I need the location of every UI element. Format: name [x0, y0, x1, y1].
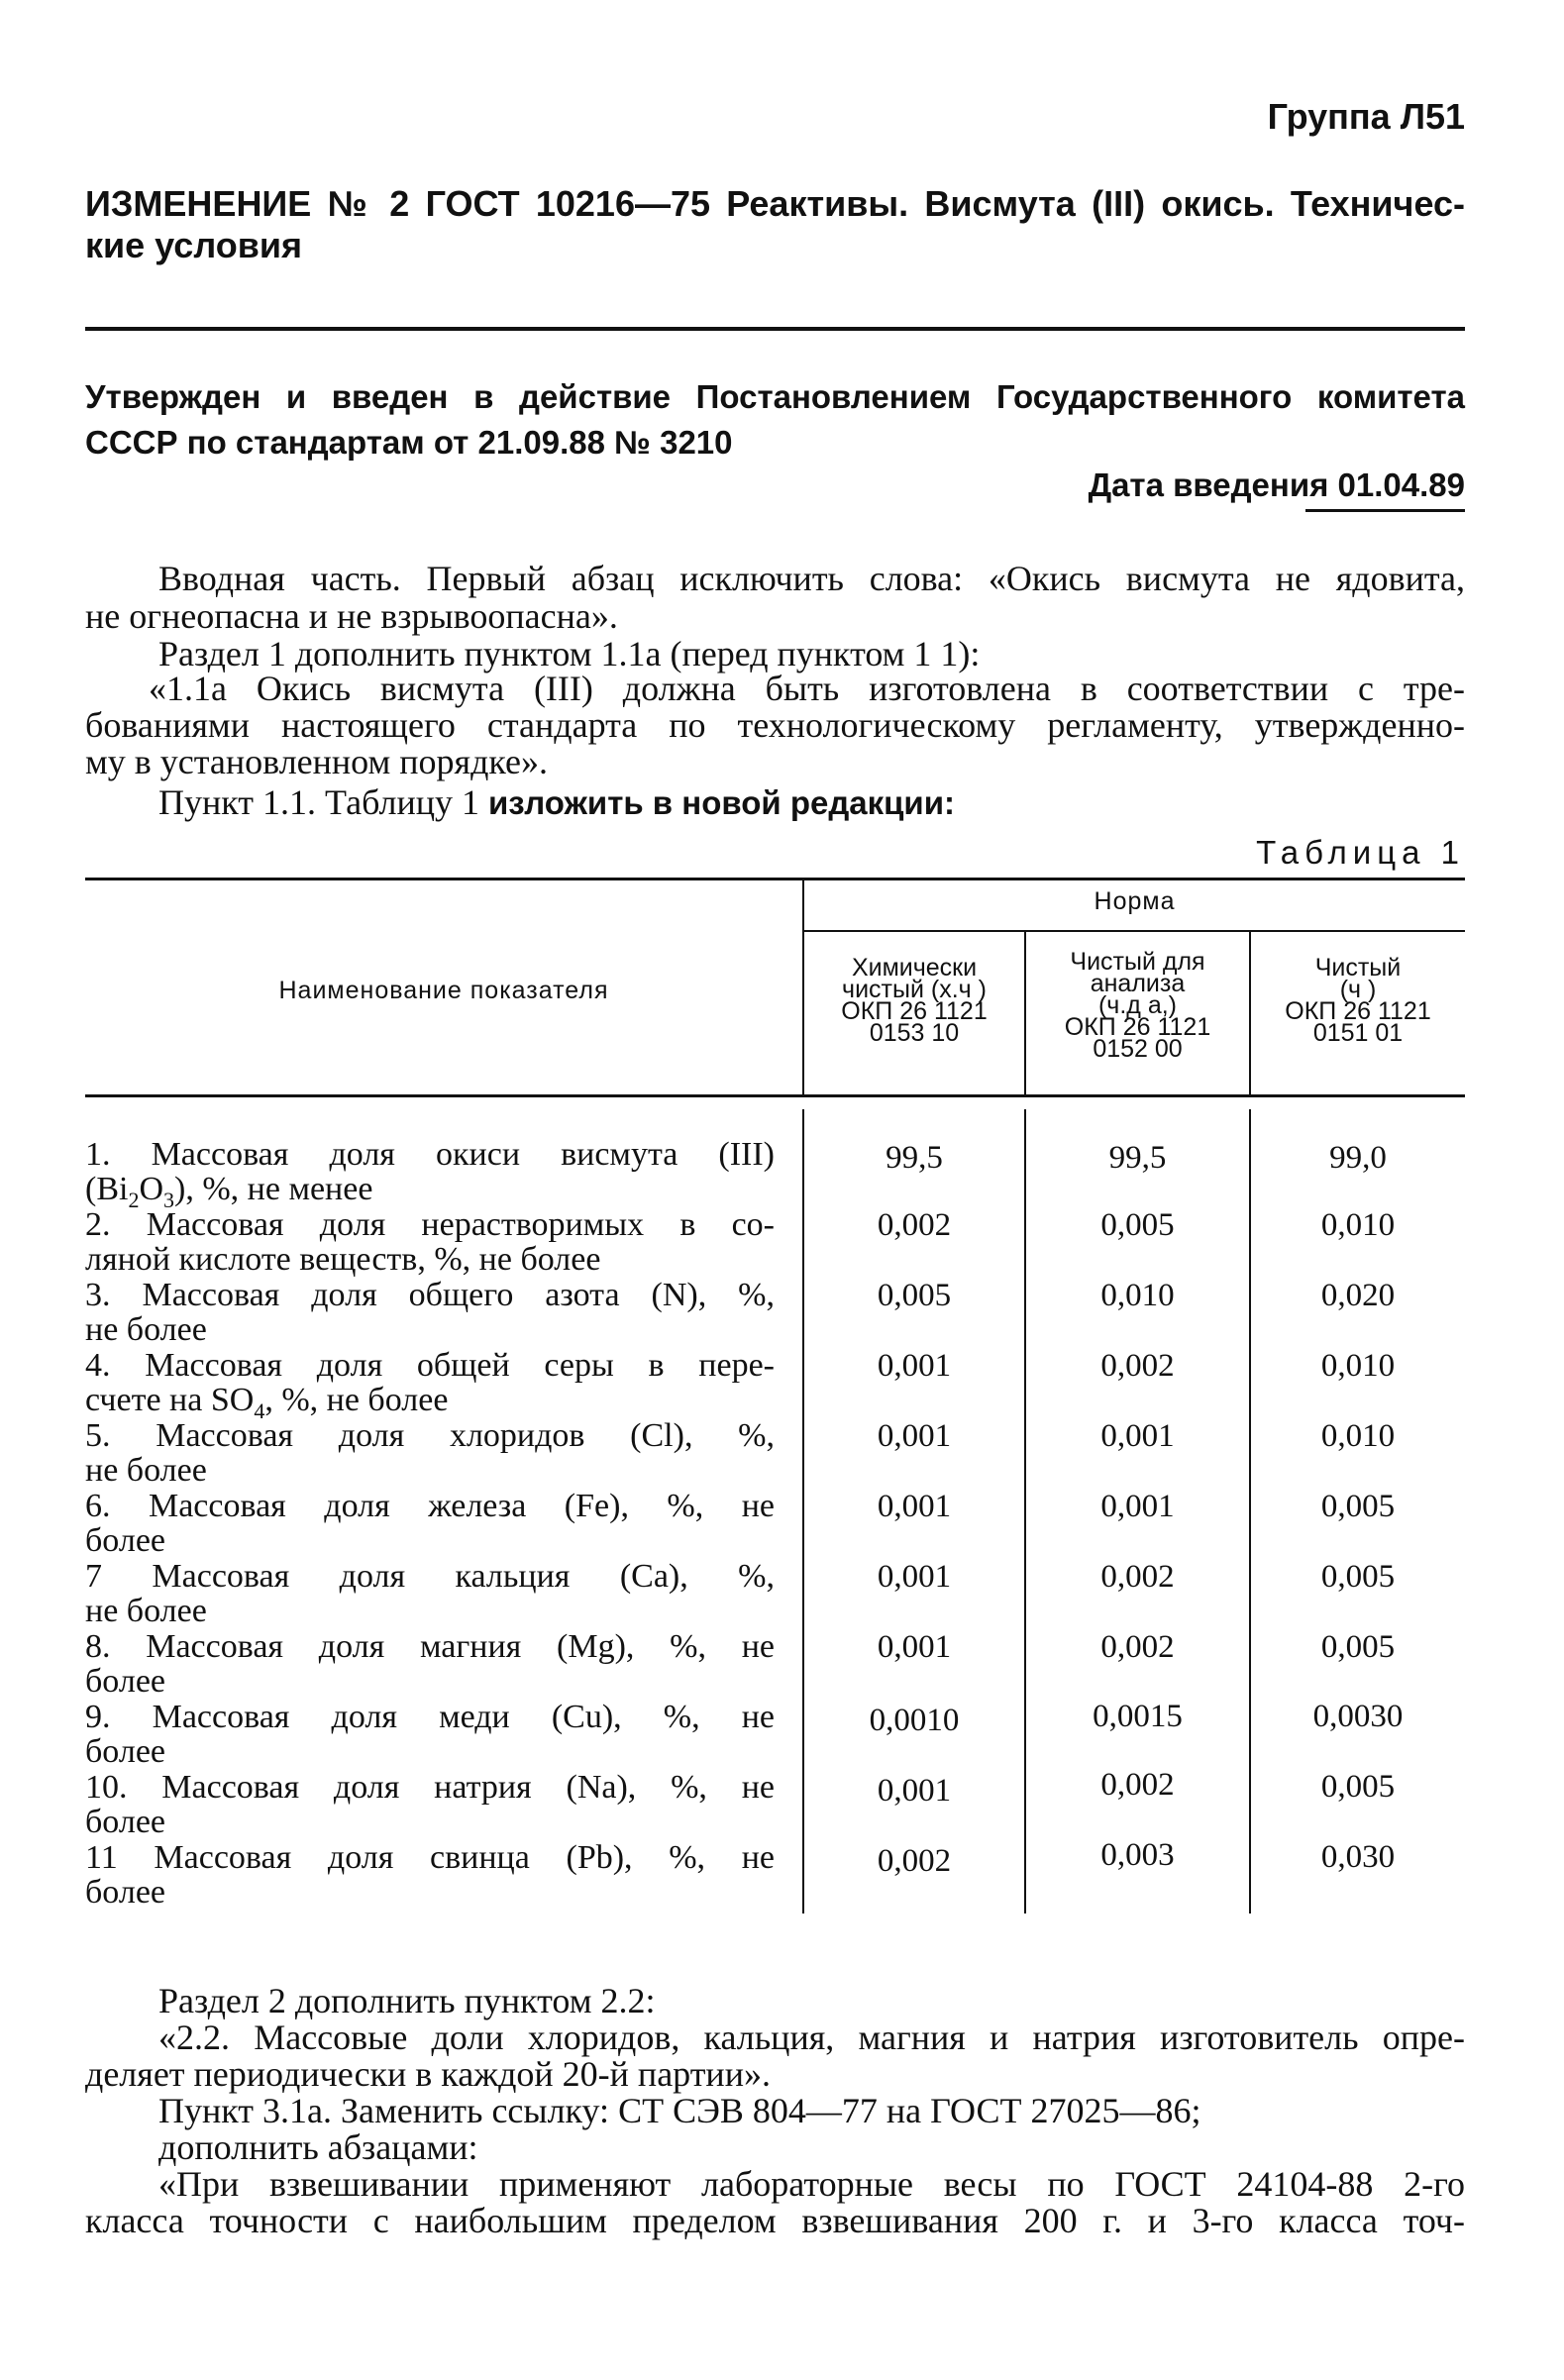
- row-4-line2: счете на $SO_4$, %, не более: [85, 1382, 449, 1423]
- row-6-label: [85, 1489, 775, 1558]
- clause-line-1: «1.1а Окись висмута (III) должна быть изготовлена в соответствии с тре-: [149, 669, 1465, 708]
- row-9-label: [85, 1700, 775, 1769]
- row-7-label: [85, 1559, 775, 1628]
- clause31a-reference: Пункт 3.1а. Заменить ссылку: СТ СЭВ 804—77 на ГОСТ 27025—86;: [158, 2091, 1201, 2130]
- grade2-line5: 0152 00: [1093, 1035, 1183, 1063]
- grade3-line1: Чистый: [1314, 954, 1402, 982]
- table-instruction-plain: Пункт 1.1. Таблицу 1: [158, 782, 479, 822]
- weighing-line-2: класса точности с наибольшим пределом взвешивания 200 г. и 3-го класса точ-: [85, 2201, 1465, 2240]
- grade2-line4: ОКП 26 1121: [1064, 1013, 1211, 1041]
- row-11-label: [85, 1840, 775, 1910]
- clause22-line-1: «2.2. Массовые доли хлоридов, кальция, магния и натрия изготовитель опре-: [158, 2018, 1465, 2057]
- row-2-line1: 2. Массовая доля нерастворимых в со-: [85, 1206, 775, 1243]
- table-instruction: [158, 784, 955, 821]
- row-3-value-chemically-pure: 0,005: [877, 1278, 952, 1313]
- approval-block: [85, 374, 1465, 466]
- row-8-value-analytical: 0,002: [1100, 1629, 1175, 1665]
- grade3-line3: ОКП 26 1121: [1285, 997, 1431, 1025]
- row-2-value-pure: 0,010: [1320, 1207, 1396, 1243]
- row-11-value-analytical: 0,003: [1100, 1837, 1175, 1873]
- row-3-value-analytical: 0,010: [1100, 1278, 1175, 1313]
- row-10-value-analytical: 0,002: [1100, 1767, 1175, 1803]
- row-6-line2: более: [85, 1522, 165, 1559]
- row-5-value-chemically-pure: 0,001: [877, 1418, 952, 1454]
- grade3-line4: 0151 01: [1312, 1019, 1404, 1047]
- row-3-line2: не более: [85, 1311, 207, 1348]
- row-5-value-pure: 0,010: [1320, 1418, 1396, 1454]
- row-11-line2: более: [85, 1874, 165, 1911]
- row-10-line1: 10. Массовая доля натрия (Na), %, не: [85, 1769, 775, 1806]
- document-title: [85, 183, 1465, 266]
- effective-date: Дата введения 01.04.89: [1088, 466, 1465, 503]
- row-8-line1: 8. Массовая доля магния (Mg), %, не: [85, 1628, 775, 1665]
- grade2-line1: Чистый для: [1070, 948, 1205, 976]
- row-9-value-chemically-pure: 0,0010: [869, 1703, 960, 1738]
- grade3-line2: (ч ): [1339, 976, 1377, 1003]
- clause31a-addition: дополнить абзацами:: [158, 2127, 478, 2167]
- row-3-line1: 3. Массовая доля общего азота (N), %,: [85, 1277, 775, 1313]
- grade2-line3: (ч.д а,): [1097, 991, 1177, 1019]
- row-4-value-pure: 0,010: [1320, 1348, 1396, 1384]
- row-2-label: [85, 1207, 775, 1277]
- norm-rule: [804, 930, 1465, 932]
- date-underline: [1305, 509, 1465, 512]
- row-7-value-pure: 0,005: [1320, 1559, 1396, 1595]
- column-header-norm: Норма: [1094, 887, 1176, 915]
- approval-line-1: Утвержден и введен в действие Постановлением Государственного комитета: [85, 378, 1465, 415]
- row-1-value-chemically-pure: 99,5: [886, 1140, 943, 1176]
- intro-line-2: не огнеопасна и не взрывоопасна».: [85, 596, 618, 636]
- row-9-line2: более: [85, 1733, 165, 1770]
- row-1-line2: $(Bi_2O_3)$, %, не менее: [85, 1171, 373, 1212]
- row-4-value-analytical: 0,002: [1100, 1348, 1175, 1384]
- row-4-label: [85, 1347, 775, 1423]
- table-top-rule: [85, 878, 1465, 880]
- row-9-value-analytical: 0,0015: [1093, 1699, 1183, 1734]
- row-8-value-pure: 0,005: [1320, 1629, 1396, 1665]
- row-7-value-chemically-pure: 0,001: [877, 1559, 952, 1595]
- row-6-line1: 6. Массовая доля железа (Fe), %, не: [85, 1488, 775, 1524]
- row-5-line2: не более: [85, 1452, 207, 1489]
- row-5-value-analytical: 0,001: [1100, 1418, 1175, 1454]
- row-7-line2: не более: [85, 1593, 207, 1629]
- row-4-value-chemically-pure: 0,001: [877, 1348, 952, 1384]
- row-8-line2: более: [85, 1663, 165, 1700]
- row-6-value-pure: 0,005: [1320, 1489, 1396, 1524]
- row-4-line1: 4. Массовая доля общей серы в пере-: [85, 1347, 775, 1384]
- grade-header-pure: [1251, 954, 1465, 1047]
- grade-header-chemically-pure: [804, 954, 1024, 1047]
- grade1-line4: 0153 10: [869, 1019, 960, 1047]
- row-10-value-pure: 0,005: [1320, 1769, 1396, 1805]
- row-1-label: [85, 1136, 775, 1212]
- row-2-line2: ляной кислоте веществ, %, не более: [85, 1241, 601, 1278]
- row-3-label: [85, 1278, 775, 1347]
- row-1-line1: 1. Массовая доля окиси висмута (III): [85, 1136, 775, 1173]
- row-7-line1: 7 Массовая доля кальция (Ca), %,: [85, 1558, 775, 1595]
- grade2-line2: анализа: [1090, 970, 1186, 997]
- grade1-line1: Химически: [851, 954, 978, 982]
- table-caption: Таблица 1: [1256, 834, 1465, 871]
- row-8-value-chemically-pure: 0,001: [877, 1629, 952, 1665]
- row-6-value-analytical: 0,001: [1100, 1489, 1175, 1524]
- row-1-value-pure: 99,0: [1329, 1140, 1387, 1176]
- row-3-value-pure: 0,020: [1320, 1278, 1396, 1313]
- header-bottom-rule: [85, 1094, 1465, 1097]
- row-5-label: [85, 1418, 775, 1488]
- row-10-line2: более: [85, 1804, 165, 1840]
- table-instruction-bold: изложить в новой редакции:: [488, 784, 955, 821]
- row-11-value-chemically-pure: 0,002: [877, 1843, 952, 1879]
- row-9-line1: 9. Массовая доля меди (Cu), %, не: [85, 1699, 775, 1735]
- section1-amendment: Раздел 1 дополнить пунктом 1.1а (перед пунктом 1 1):: [158, 634, 981, 673]
- header-rule: [85, 327, 1465, 331]
- row-11-value-pure: 0,030: [1320, 1839, 1396, 1875]
- row-10-value-chemically-pure: 0,001: [877, 1773, 952, 1809]
- clause-line-3: му в установленном порядке».: [85, 742, 548, 781]
- section2-amendment: Раздел 2 дополнить пунктом 2.2:: [158, 1981, 656, 2020]
- weighing-line-1: «При взвешивании применяют лабораторные весы по ГОСТ 24104-88 2-го: [158, 2164, 1465, 2204]
- row-8-label: [85, 1629, 775, 1699]
- intro-line-1: Вводная часть. Первый абзац исключить слова: «Окись висмута не ядовита,: [158, 559, 1465, 598]
- grade1-line2: чистый (х.ч ): [842, 976, 987, 1003]
- grade1-line3: ОКП 26 1121: [841, 997, 988, 1025]
- row-7-value-analytical: 0,002: [1100, 1559, 1175, 1595]
- row-10-label: [85, 1770, 775, 1839]
- row-2-value-chemically-pure: 0,002: [877, 1207, 952, 1243]
- title-line-2: кие условия: [85, 225, 302, 265]
- group-label: Группа Л51: [1267, 96, 1465, 137]
- row-1-value-analytical: 99,5: [1108, 1140, 1167, 1176]
- row-11-line1: 11 Массовая доля свинца (Pb), %, не: [85, 1839, 775, 1876]
- title-line-1: ИЗМЕНЕНИЕ № 2 ГОСТ 10216—75 Реактивы. Висмута (III) окись. Техничес-: [85, 183, 1465, 224]
- row-2-value-analytical: 0,005: [1100, 1207, 1175, 1243]
- row-6-value-chemically-pure: 0,001: [877, 1489, 952, 1524]
- row-5-line1: 5. Массовая доля хлоридов (Cl), %,: [85, 1417, 775, 1454]
- approval-line-2: СССР по стандартам от 21.09.88 № 3210: [85, 424, 733, 461]
- column-header-name: Наименование показателя: [278, 977, 609, 1004]
- clause22-line-2: деляет периодически в каждой 20-й партии».: [85, 2054, 771, 2094]
- grade-header-analytical: [1026, 948, 1249, 1063]
- clause-line-2: бованиями настоящего стандарта по технологическому регламенту, утвержденно-: [85, 705, 1465, 745]
- row-9-value-pure: 0,0030: [1312, 1699, 1404, 1734]
